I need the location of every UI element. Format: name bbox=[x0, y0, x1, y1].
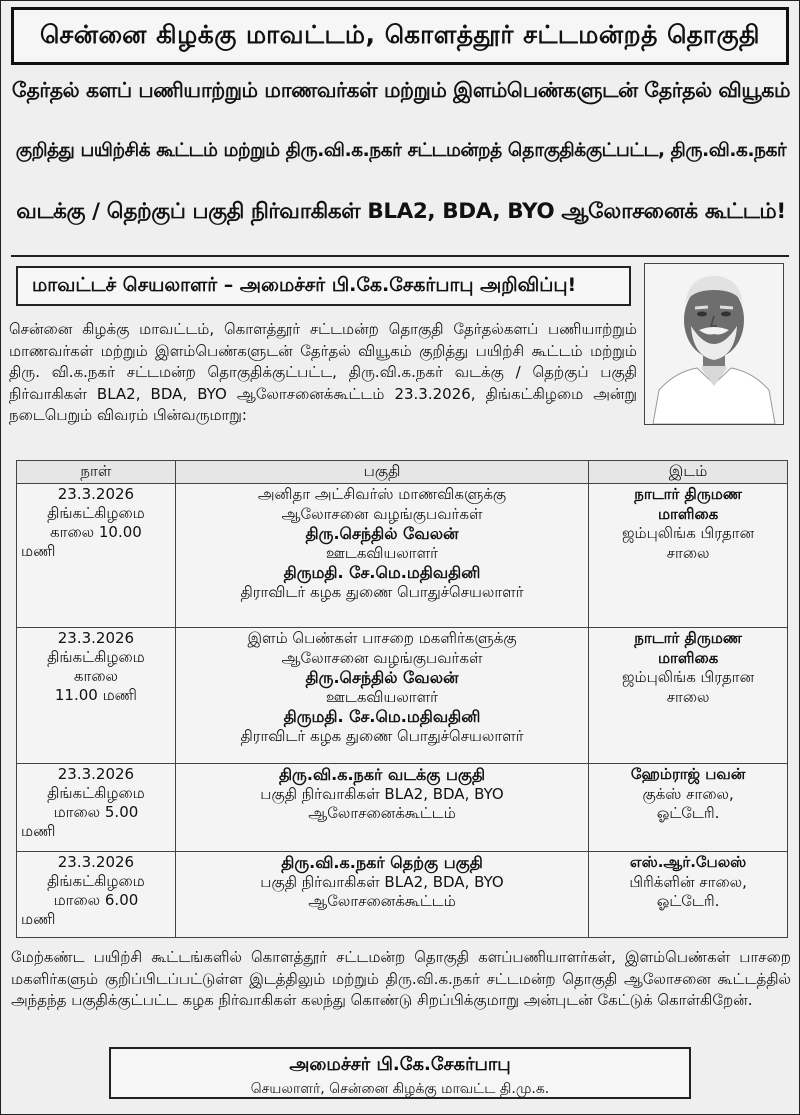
table-row bbox=[17, 764, 788, 852]
headline-line-2: குறித்து பயிற்சிக் கூட்டம் மற்றும் திரு.வி.க.நகர் சட்டமன்றத் தொகுதிக்குட்பட்ட, திரு.வி.க.நகர் bbox=[15, 140, 787, 161]
table-row bbox=[17, 484, 788, 628]
venue-cell: ஹேம்ராஜ் பவன் குக்ஸ் சாலை, ஓட்டேரி. bbox=[589, 764, 788, 852]
column-header-venue: இடம் bbox=[589, 461, 788, 484]
table-header-row bbox=[17, 461, 788, 484]
closing-paragraph: மேற்கண்ட பயிற்சி கூட்டங்களில் கொளத்தூர் சட்டமன்ற தொகுதி களப்பணியாளர்கள், இளம்பெண்கள் பாசறை மகளிர்களும் குறிப்பிடப்பட்டுள்ள இடத்திலும் மற்றும் திரு.வி.க.நகர் சட்டமன்ற தொகுதி ஆலோசனை கூட்டத்தில் அந்தந்த பகுதிக்குட்பட்ட கழக நிர்வாகிகள் கலந்து கொண்டு சிறப்பிக்குமாறு அன்புடன் கேட்டுக் கொள்கிறேன். bbox=[11, 948, 791, 1009]
signature-box bbox=[109, 1047, 691, 1099]
portrait-photo-icon bbox=[644, 263, 784, 425]
venue-cell: நாடார் திருமண மாளிகை ஜம்புலிங்க பிரதான சாலை bbox=[589, 484, 788, 628]
divider bbox=[11, 255, 789, 257]
section-cell: திரு.வி.க.நகர் தெற்கு பகுதி பகுதி நிர்வாகிகள் BLA2, BDA, BYO ஆலோசனைக்கூட்டம் bbox=[175, 852, 588, 938]
date-cell: 23.3.2026 திங்கட்கிழமை மாலை 6.00 மணி bbox=[17, 852, 176, 938]
section-cell: இளம் பெண்கள் பாசறை மகளிர்களுக்கு ஆலோசனை வழங்குபவர்கள் திரு.செந்தில் வேலன் ஊடகவியலாளர் திருமதி. சே.மெ.மதிவதினி திராவிடர் கழக துணை பொதுச்செயலாளர் bbox=[175, 628, 588, 764]
column-header-section: பகுதி bbox=[175, 461, 588, 484]
headline-line-3: வடக்கு / தெற்குப் பகுதி நிர்வாகிகள் BLA2, BDA, BYO ஆலோசனைக் கூட்டம்! bbox=[16, 199, 786, 224]
venue-cell: எஸ்.ஆர்.பேலஸ் பிரிக்ளின் சாலை, ஓட்டேரி. bbox=[589, 852, 788, 938]
intro-paragraph: சென்னை கிழக்கு மாவட்டம், கொளத்தூர் சட்டமன்ற தொகுதி தேர்தல்களப் பணியாற்றும் மாணவர்கள் மற்றும் இளம்பெண்களுடன் தேர்தல் வியூகம் குறித்து பயிற்சி கூட்டம் மற்றும் திரு. வி.க.நகர் சட்டமன்ற தொகுதிக்குட்பட்ட, திரு.வி.க.நகர் வடக்கு / தெற்குப் பகுதி நிர்வாகிகள் BLA2, BDA, BYO ஆலோசனைக்கூட்டம் 23.3.2026, திங்கட்கிழமை அன்று நடைபெறும் விவரம் பின்வருமாறு: bbox=[9, 320, 637, 424]
table-row bbox=[17, 628, 788, 764]
signatory-role: செயலாளர், சென்னை கிழக்கு மாவட்ட தி.மு.க. bbox=[250, 1081, 550, 1097]
venue-cell: நாடார் திருமண மாளிகை ஜம்புலிங்க பிரதான சாலை bbox=[589, 628, 788, 764]
date-cell: 23.3.2026 திங்கட்கிழமை காலை 11.00 மணி bbox=[17, 628, 176, 764]
signatory-name: அமைச்சர் பி.கே.சேகர்பாபு bbox=[289, 1054, 511, 1075]
date-cell: 23.3.2026 திங்கட்கிழமை காலை 10.00 மணி bbox=[17, 484, 176, 628]
announcement-title: மாவட்டச் செயலாளர் – அமைச்சர் பி.கே.சேகர்பாபு அறிவிப்பு! bbox=[16, 266, 631, 306]
section-cell: திரு.வி.க.நகர் வடக்கு பகுதி பகுதி நிர்வாகிகள் BLA2, BDA, BYO ஆலோசனைக்கூட்டம் bbox=[175, 764, 588, 852]
table-row bbox=[17, 852, 788, 938]
district-title: சென்னை கிழக்கு மாவட்டம், கொளத்தூர் சட்டமன்றத் தொகுதி bbox=[11, 7, 789, 65]
headline-line-1: தேர்தல் களப் பணியாற்றும் மாணவர்கள் மற்றும் இளம்பெண்களுடன் தேர்தல் வியூகம் bbox=[11, 78, 791, 102]
section-cell: அனிதா அட்சிவர்ஸ் மாணவிகளுக்கு ஆலோசனை வழங்குபவர்கள் திரு.செந்தில் வேலன் ஊடகவியலாளர் திருமதி. சே.மெ.மதிவதினி திராவிடர் கழக துணை பொதுச்செயலாளர் bbox=[175, 484, 588, 628]
column-header-date: நாள் bbox=[17, 461, 176, 484]
schedule-table bbox=[16, 460, 788, 938]
date-cell: 23.3.2026 திங்கட்கிழமை மாலை 5.00 மணி bbox=[17, 764, 176, 852]
